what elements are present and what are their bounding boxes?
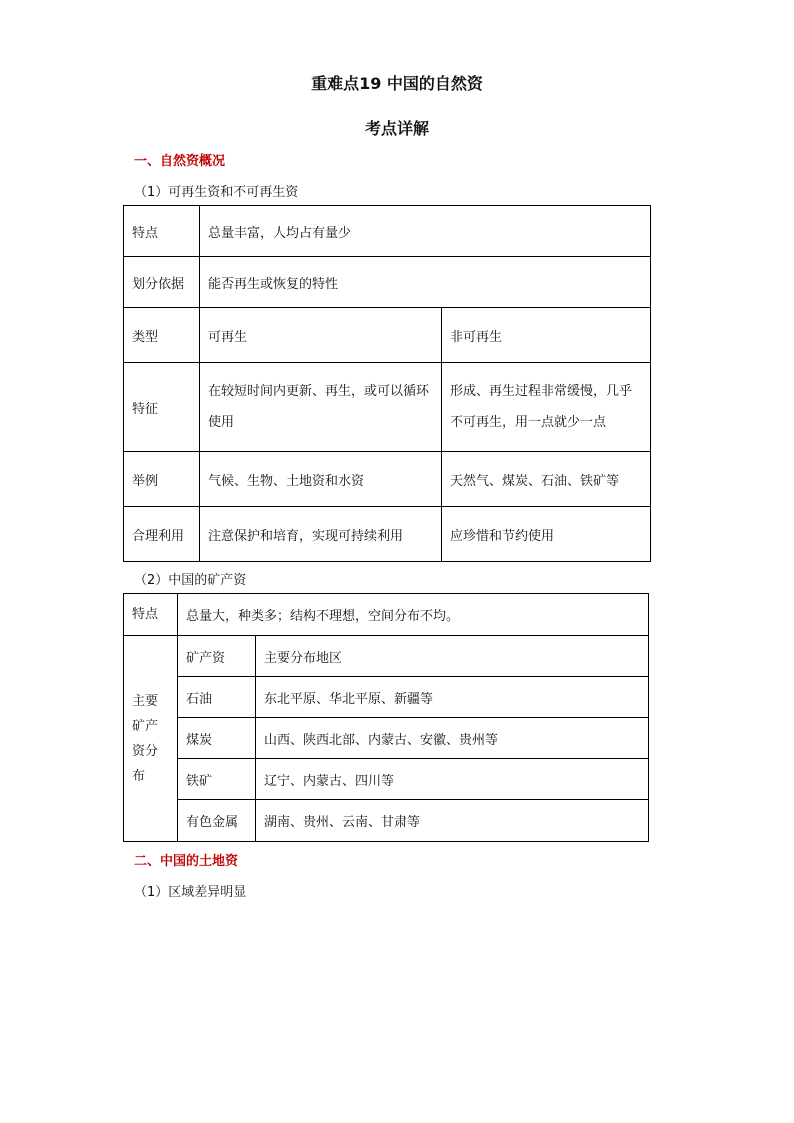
row-label-examples: 举例: [124, 452, 200, 507]
mineral-resources-table: [123, 593, 649, 842]
cell-mineral-region: 湖南、贵州、云南、甘肃等: [256, 800, 649, 842]
header-region: 主要分布地区: [256, 636, 649, 677]
cell-mineral-name: 铁矿: [178, 759, 256, 800]
cell-mineral-region: 东北平原、华北平原、新疆等: [256, 677, 649, 718]
table-row: [124, 363, 651, 452]
row-label-type: 类型: [124, 308, 200, 363]
table-row: [124, 452, 651, 507]
subheading-renewable: （1）可再生资和不可再生资: [134, 185, 299, 200]
table-row: [124, 759, 649, 800]
cell-basis-value: 能否再生或恢复的特性: [200, 257, 651, 308]
cell-usage-renewable: 注意保护和培育，实现可持续利用: [200, 507, 442, 562]
row-label-basis: 划分依据: [124, 257, 200, 308]
page-title: 重难点19 中国的自然资: [311, 74, 483, 93]
cell-examples-renewable: 气候、生物、土地资和水资: [200, 452, 442, 507]
row-label-usage: 合理利用: [124, 507, 200, 562]
table-row: [124, 594, 649, 636]
resource-types-table: [123, 205, 651, 562]
cell-mineral-name: 有色金属: [178, 800, 256, 842]
table-row: [124, 718, 649, 759]
section-heading-2: 二、中国的土地资: [134, 854, 239, 869]
cell-mineral-name: 石油: [178, 677, 256, 718]
table-row: [124, 257, 651, 308]
table-row: [124, 677, 649, 718]
row-label-feature: 特点: [124, 594, 178, 636]
cell-char-renewable: 在较短时间内更新、再生，或可以循环使用: [200, 363, 442, 452]
side-label-distribution: 主要矿产资分布: [124, 636, 178, 842]
table-row: [124, 507, 651, 562]
cell-type-nonrenewable: 非可再生: [442, 308, 651, 363]
table-row: [124, 800, 649, 842]
cell-usage-nonrenewable: 应珍惜和节约使用: [442, 507, 651, 562]
section-heading-1: 一、自然资概况: [134, 154, 226, 169]
subheading-land-differences: （1）区域差异明显: [134, 885, 247, 900]
cell-char-nonrenewable: 形成、再生过程非常缓慢，几乎不可再生，用一点就少一点: [442, 363, 651, 452]
table-row: [124, 636, 649, 677]
cell-feature-value: 总量丰富，人均占有量少: [200, 206, 651, 257]
page-subtitle: 考点详解: [364, 119, 429, 138]
cell-mineral-name: 煤炭: [178, 718, 256, 759]
cell-mineral-region: 辽宁、内蒙古、四川等: [256, 759, 649, 800]
header-mineral: 矿产资: [178, 636, 256, 677]
cell-type-renewable: 可再生: [200, 308, 442, 363]
subheading-minerals: （2）中国的矿产资: [134, 573, 247, 588]
table-row: [124, 206, 651, 257]
row-label-characteristics: 特征: [124, 363, 200, 452]
cell-mineral-feature: 总量大，种类多；结构不理想，空间分布不均。: [178, 594, 649, 636]
table-row: [124, 308, 651, 363]
cell-examples-nonrenewable: 天然气、煤炭、石油、铁矿等: [442, 452, 651, 507]
cell-mineral-region: 山西、陕西北部、内蒙古、安徽、贵州等: [256, 718, 649, 759]
row-label-feature: 特点: [124, 206, 200, 257]
